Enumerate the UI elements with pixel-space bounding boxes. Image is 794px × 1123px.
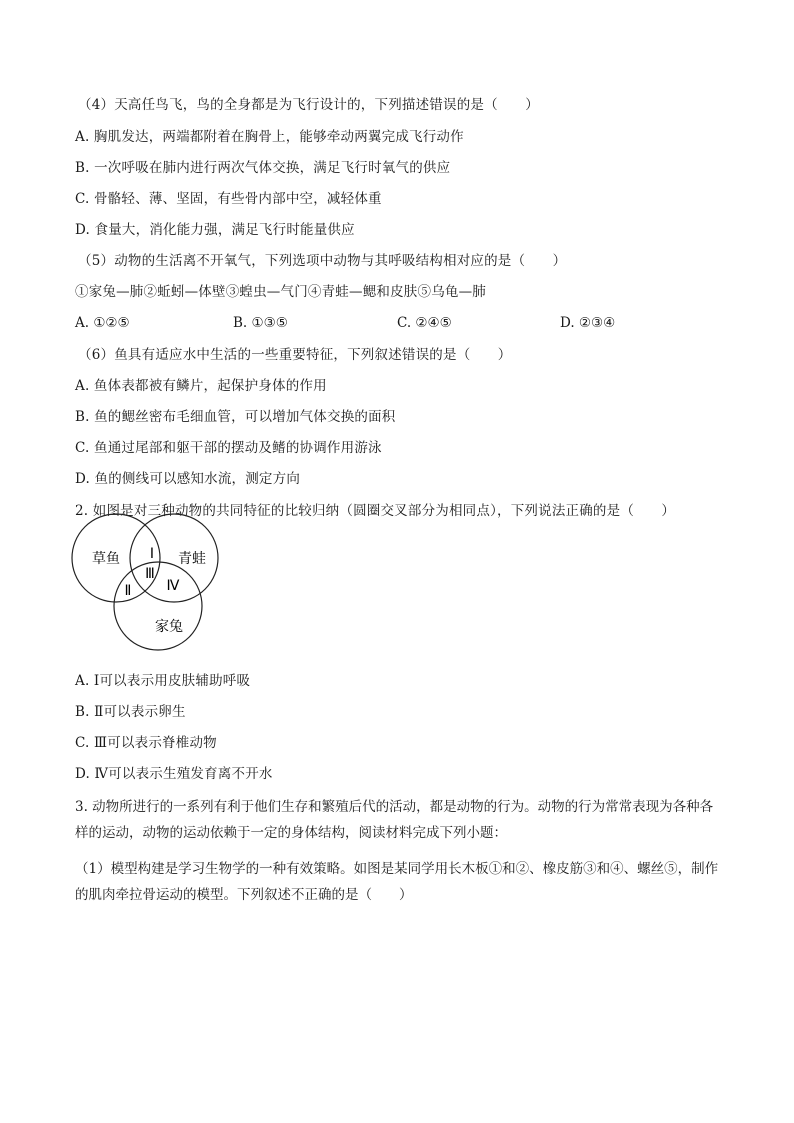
q1-4-option-c: C. 骨骼轻、薄、坚固，有些骨内部中空，减轻体重 — [75, 191, 382, 207]
q1-5-option-a: A. ①②⑤ — [75, 315, 130, 331]
q1-5-stem: （5）动物的生活离不开氧气，下列选项中动物与其呼吸结构相对应的是（ ） — [78, 253, 567, 269]
q1-6-option-d: D. 鱼的侧线可以感知水流，测定方向 — [75, 471, 301, 487]
venn-region-4: Ⅳ — [166, 578, 180, 594]
venn-region-1: Ⅰ — [149, 546, 155, 562]
q1-4-option-b: B. 一次呼吸在肺内进行两次气体交换，满足飞行时氧气的供应 — [75, 160, 451, 176]
q1-4-option-d: D. 食量大，消化能力强，满足飞行时能量供应 — [75, 222, 355, 238]
venn-diagram — [70, 510, 230, 660]
q1-5-pairs: ①家兔—肺②蚯蚓—体壁③蝗虫—气门④青蛙—鳃和皮肤⑤乌龟—肺 — [75, 284, 486, 300]
q1-5-option-d: D. ②③④ — [560, 315, 616, 331]
q2-option-d: D. Ⅳ可以表示生殖发育离不开水 — [75, 766, 273, 782]
q1-6-option-b: B. 鱼的鳃丝密布毛细血管，可以增加气体交换的面积 — [75, 409, 396, 425]
q2-option-a: A. Ⅰ可以表示用皮肤辅助呼吸 — [75, 673, 251, 689]
q1-5-option-b: B. ①③⑤ — [233, 315, 288, 331]
q1-4-stem: （4）天高任鸟飞，鸟的全身都是为飞行设计的，下列描述错误的是（ ） — [78, 97, 539, 113]
venn-label-grass-carp: 草鱼 — [92, 551, 120, 567]
q1-6-option-a: A. 鱼体表都被有鳞片，起保护身体的作用 — [75, 378, 327, 394]
q2-option-b: B. Ⅱ可以表示卵生 — [75, 704, 186, 720]
q2-option-c: C. Ⅲ可以表示脊椎动物 — [75, 735, 217, 751]
q3-stem: 3. 动物所进行的一系列有利于他们生存和繁殖后代的活动，都是动物的行为。动物的行为常常表现为各种各样的运动，动物的运动依赖于一定的身体结构，阅读材料完成下列小题： — [75, 799, 714, 841]
venn-label-frog: 青蛙 — [178, 551, 206, 567]
venn-region-3: Ⅲ — [145, 566, 155, 582]
q1-6-option-c: C. 鱼通过尾部和躯干部的摆动及鳍的协调作用游泳 — [75, 440, 382, 456]
q1-4-option-a: A. 胸肌发达，两端都附着在胸骨上，能够牵动两翼完成飞行动作 — [75, 129, 464, 145]
q2-stem: 2. 如图是对三种动物的共同特征的比较归纳（圆圈交叉部分为相同点），下列说法正确的是（ ） — [75, 503, 676, 519]
q1-6-stem: （6）鱼具有适应水中生活的一些重要特征，下列叙述错误的是（ ） — [78, 347, 512, 363]
venn-label-rabbit: 家兔 — [155, 619, 183, 635]
venn-circle-rabbit — [114, 562, 202, 650]
venn-region-2: Ⅱ — [124, 583, 132, 599]
q1-5-options — [75, 314, 735, 332]
q1-5-option-c: C. ②④⑤ — [397, 315, 452, 331]
q3-sub1-stem: （1）模型构建是学习生物学的一种有效策略。如图是某同学用长木板①和②、橡皮筋③和④、螺丝⑤，制作的肌肉牵拉骨运动的模型。下列叙述不正确的是（ ） — [75, 861, 719, 903]
